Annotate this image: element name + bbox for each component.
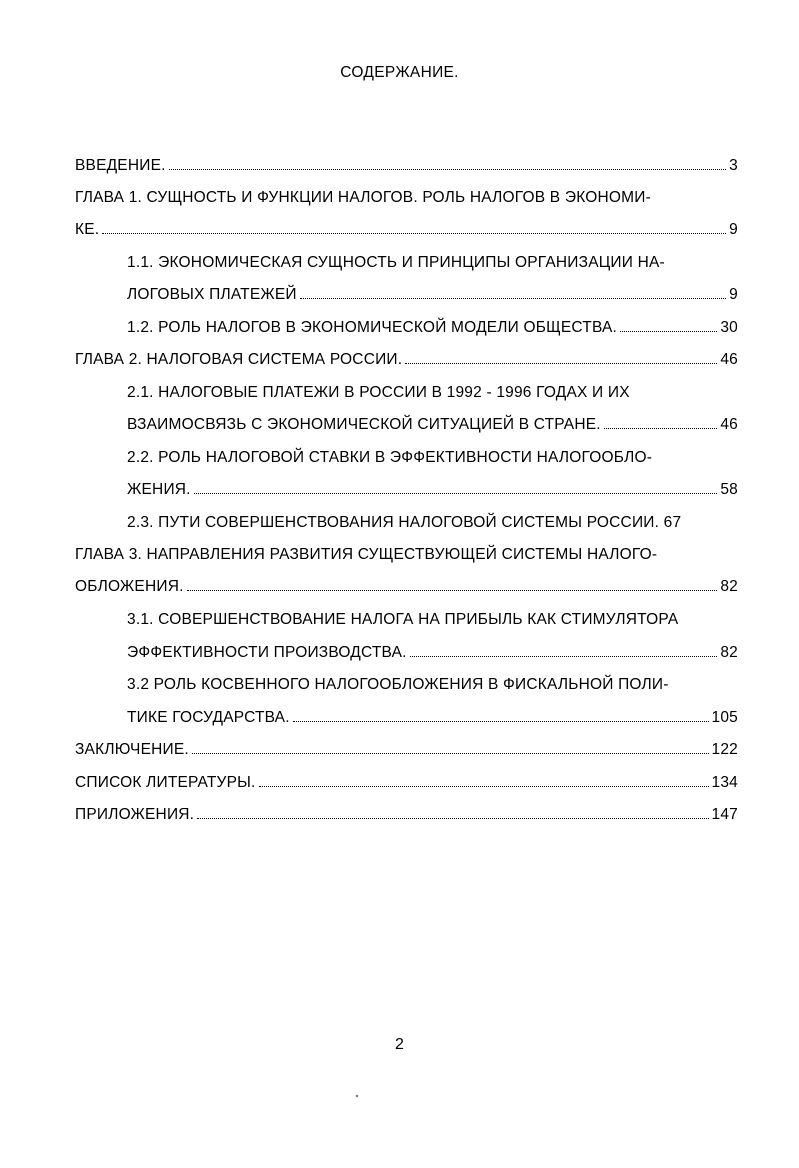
toc-entry-page: 122	[711, 741, 738, 758]
dot-leader	[187, 590, 718, 591]
toc-entry-page: 9	[729, 221, 738, 238]
dot-leader	[293, 721, 709, 722]
toc-entry-page: 134	[711, 774, 738, 791]
toc-entry-text: 1.2. РОЛЬ НАЛОГОВ В ЭКОНОМИЧЕСКОЙ МОДЕЛИ ОБЩЕСТВА.	[127, 319, 618, 336]
dot-leader	[410, 656, 718, 657]
toc-entry-text: ЖЕНИЯ.	[127, 481, 191, 498]
toc-entry-page: 82	[720, 644, 738, 661]
dot-leader	[194, 493, 718, 494]
toc-entry-text: СПИСОК ЛИТЕРАТУРЫ.	[75, 774, 256, 791]
toc-entry-text: 3.2 РОЛЬ КОСВЕННОГО НАЛОГООБЛОЖЕНИЯ В ФИСКАЛЬНОЙ ПОЛИ-	[127, 676, 669, 693]
toc-entry-text: ВВЕДЕНИЕ.	[75, 157, 166, 174]
toc-entry-page: 9	[729, 286, 738, 303]
dot-leader	[300, 298, 726, 299]
toc-entry-text: 3.1. СОВЕРШЕНСТВОВАНИЕ НАЛОГА НА ПРИБЫЛЬ КАК СТИМУЛЯТОРА	[127, 611, 679, 628]
toc-entry-bibliography[interactable]	[75, 771, 738, 795]
toc-entry-chapter-3-cont[interactable]	[75, 575, 738, 599]
scan-speck	[356, 1095, 359, 1098]
toc-entry-2-3[interactable]	[127, 511, 738, 535]
toc-entry-text: ГЛАВА 1. СУЩНОСТЬ И ФУНКЦИИ НАЛОГОВ. РОЛЬ НАЛОГОВ В ЭКОНОМИ-	[75, 189, 651, 206]
toc-entry-1-2[interactable]	[127, 316, 738, 340]
toc-entry-page: 147	[711, 806, 738, 823]
toc-entry-text: КЕ.	[75, 221, 100, 238]
toc-entry-page: 105	[711, 709, 738, 726]
toc-entry-text: 2.2. РОЛЬ НАЛОГОВОЙ СТАВКИ В ЭФФЕКТИВНОСТИ НАЛОГООБЛО-	[127, 449, 653, 466]
toc-entry-text: ЗАКЛЮЧЕНИЕ.	[75, 741, 189, 758]
toc-entry-text: ТИКЕ ГОСУДАРСТВА.	[127, 709, 290, 726]
toc-entry-text: 2.1. НАЛОГОВЫЕ ПЛАТЕЖИ В РОССИИ В 1992 - 1996 ГОДАХ И ИХ	[127, 384, 630, 401]
toc-entry-2-2[interactable]	[127, 446, 738, 470]
toc-entry-text: 1.1. ЭКОНОМИЧЕСКАЯ СУЩНОСТЬ И ПРИНЦИПЫ ОРГАНИЗАЦИИ НА-	[127, 254, 665, 271]
page-number: 2	[395, 1036, 404, 1053]
toc-entry-text: 2.3. ПУТИ СОВЕРШЕНСТВОВАНИЯ НАЛОГОВОЙ СИСТЕМЫ РОССИИ. 67	[127, 514, 682, 531]
toc-entry-3-2-cont[interactable]	[127, 706, 738, 730]
toc-entry-page: 30	[720, 319, 738, 336]
toc-entry-text: ВЗАИМОСВЯЗЬ С ЭКОНОМИЧЕСКОЙ СИТУАЦИЕЙ В СТРАНЕ.	[127, 416, 601, 433]
toc-entry-chapter-1[interactable]	[75, 186, 738, 210]
toc-entry-page: 82	[720, 578, 738, 595]
toc-entry-3-1-cont[interactable]	[127, 641, 738, 665]
toc-entry-chapter-2[interactable]	[75, 348, 738, 372]
dot-leader	[604, 428, 718, 429]
dot-leader	[259, 786, 709, 787]
toc-entry-1-1[interactable]	[127, 251, 738, 275]
toc-entry-chapter-1-cont[interactable]	[75, 218, 738, 242]
dot-leader	[169, 169, 727, 170]
toc-entry-page: 46	[720, 351, 738, 368]
toc-entry-page: 3	[729, 157, 738, 174]
toc-entry-1-1-cont[interactable]	[127, 283, 738, 307]
toc-entry-conclusion[interactable]	[75, 738, 738, 762]
toc-entry-text: ЛОГОВЫХ ПЛАТЕЖЕЙ	[127, 286, 297, 303]
dot-leader	[102, 233, 726, 234]
toc-entry-3-2[interactable]	[127, 673, 738, 697]
toc-entry-3-1[interactable]	[127, 608, 738, 632]
toc-entry-chapter-3[interactable]	[75, 543, 738, 567]
dot-leader	[192, 753, 709, 754]
toc-entry-text: ПРИЛОЖЕНИЯ.	[75, 806, 195, 823]
toc-entry-page: 46	[720, 416, 738, 433]
dot-leader	[197, 818, 708, 819]
toc-entry-text: ГЛАВА 2. НАЛОГОВАЯ СИСТЕМА РОССИИ.	[75, 351, 403, 368]
toc-entry-appendices[interactable]	[75, 803, 738, 827]
toc-entry-page: 58	[720, 481, 738, 498]
toc-entry-text: ГЛАВА 3. НАПРАВЛЕНИЯ РАЗВИТИЯ СУЩЕСТВУЮЩЕЙ СИСТЕМЫ НАЛОГО-	[75, 546, 658, 563]
toc-entry-2-2-cont[interactable]	[127, 478, 738, 502]
dot-leader	[620, 331, 717, 332]
toc-entry-2-1-cont[interactable]	[127, 413, 738, 437]
toc-entry-text: ОБЛОЖЕНИЯ.	[75, 578, 184, 595]
toc-entry-text: ЭФФЕКТИВНОСТИ ПРОИЗВОДСТВА.	[127, 644, 407, 661]
toc-entry-2-1[interactable]	[127, 381, 738, 405]
dot-leader	[405, 363, 717, 364]
toc-entry-introduction[interactable]	[75, 154, 738, 178]
toc-title: СОДЕРЖАНИЕ.	[340, 64, 459, 81]
